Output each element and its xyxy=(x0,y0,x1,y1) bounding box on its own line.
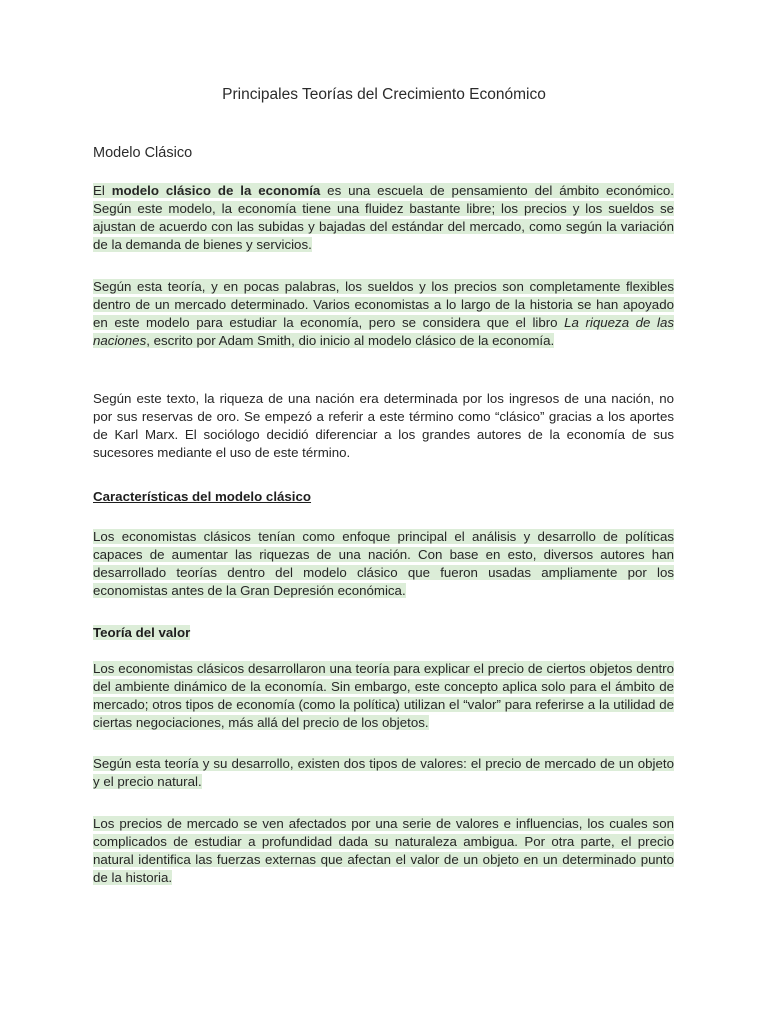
paragraph-2-text xyxy=(93,279,674,348)
paragraph-6-text: Según esta teoría y su desarrollo, existen dos tipos de valores: el precio de mercado de un objeto y el precio natural. xyxy=(93,756,674,789)
subheading-teoria-valor xyxy=(93,625,190,640)
subheading-teoria-valor-text: Teoría del valor xyxy=(93,625,191,640)
paragraph-2-pre: Según esta teoría, y en pocas palabras, los sueldos y los precios son completamente flexibles dentro de un mercado determinado. Varios economistas a lo largo de la historia se han apoyado en este modelo para estudiar la economía, pero se considera que el libro xyxy=(93,279,674,330)
paragraph-4-text: Los economistas clásicos tenían como enfoque principal el análisis y desarrollo de políticas capaces de aumentar las riquezas de una nación. Con base en esto, diversos autores han desarrollado teorías dentro del modelo clásico que fueron usadas ampliamente por los economistas antes de la Gran Depresión económica. xyxy=(93,529,674,598)
paragraph-1-bold: modelo clásico de la economía xyxy=(111,183,321,198)
book-title: La riqueza de las naciones xyxy=(93,315,674,348)
paragraph-7-text: Los precios de mercado se ven afectados por una serie de valores e influencias, los cuales son complicados de estudiar a profundidad dada su naturaleza ambigua. Por otra parte, el precio natural identifica las fuerzas externas que afectan el valor de un objeto en un determinado punto de la historia. xyxy=(93,816,674,885)
subheading-caracteristicas: Características del modelo clásico xyxy=(93,489,312,504)
paragraph-4 xyxy=(93,528,674,600)
paragraph-1 xyxy=(93,182,674,254)
paragraph-1-post: es una escuela de pensamiento del ámbito económico. Según este modelo, la economía tiene una fluidez bastante libre; los precios y los sueldos se ajustan de acuerdo con las subidas y bajadas del estándar del mercado, como según la variación de la demanda de bienes y servicios. xyxy=(93,183,674,252)
paragraph-2 xyxy=(93,278,674,350)
paragraph-7 xyxy=(93,815,674,887)
paragraph-1-text xyxy=(93,183,674,252)
paragraph-6 xyxy=(93,755,674,791)
paragraph-5-text: Los economistas clásicos desarrollaron una teoría para explicar el precio de ciertos objetos dentro del ambiente dinámico de la economía. Sin embargo, este concepto aplica solo para el ámbito de mercado; otros tipos de economía (como la política) utilizan el “valor” para referirse a la utilidad de ciertas negociaciones, más allá del precio de los objetos. xyxy=(93,661,674,730)
paragraph-1-pre: El xyxy=(93,183,112,198)
paragraph-5 xyxy=(93,660,674,732)
section-heading: Modelo Clásico xyxy=(93,145,193,161)
document-title: Principales Teorías del Crecimiento Económico xyxy=(222,86,546,103)
paragraph-2-post: , escrito por Adam Smith, dio inicio al modelo clásico de la economía. xyxy=(146,333,555,348)
paragraph-3: Según este texto, la riqueza de una nación era determinada por los ingresos de una nación, no por sus reservas de oro. Se empezó a referir a este término como “clásico” gracias a los aportes de Karl Marx. El sociólogo decidió diferenciar a los grandes autores de la economía de sus sucesores mediante el uso de este término. xyxy=(93,391,674,460)
